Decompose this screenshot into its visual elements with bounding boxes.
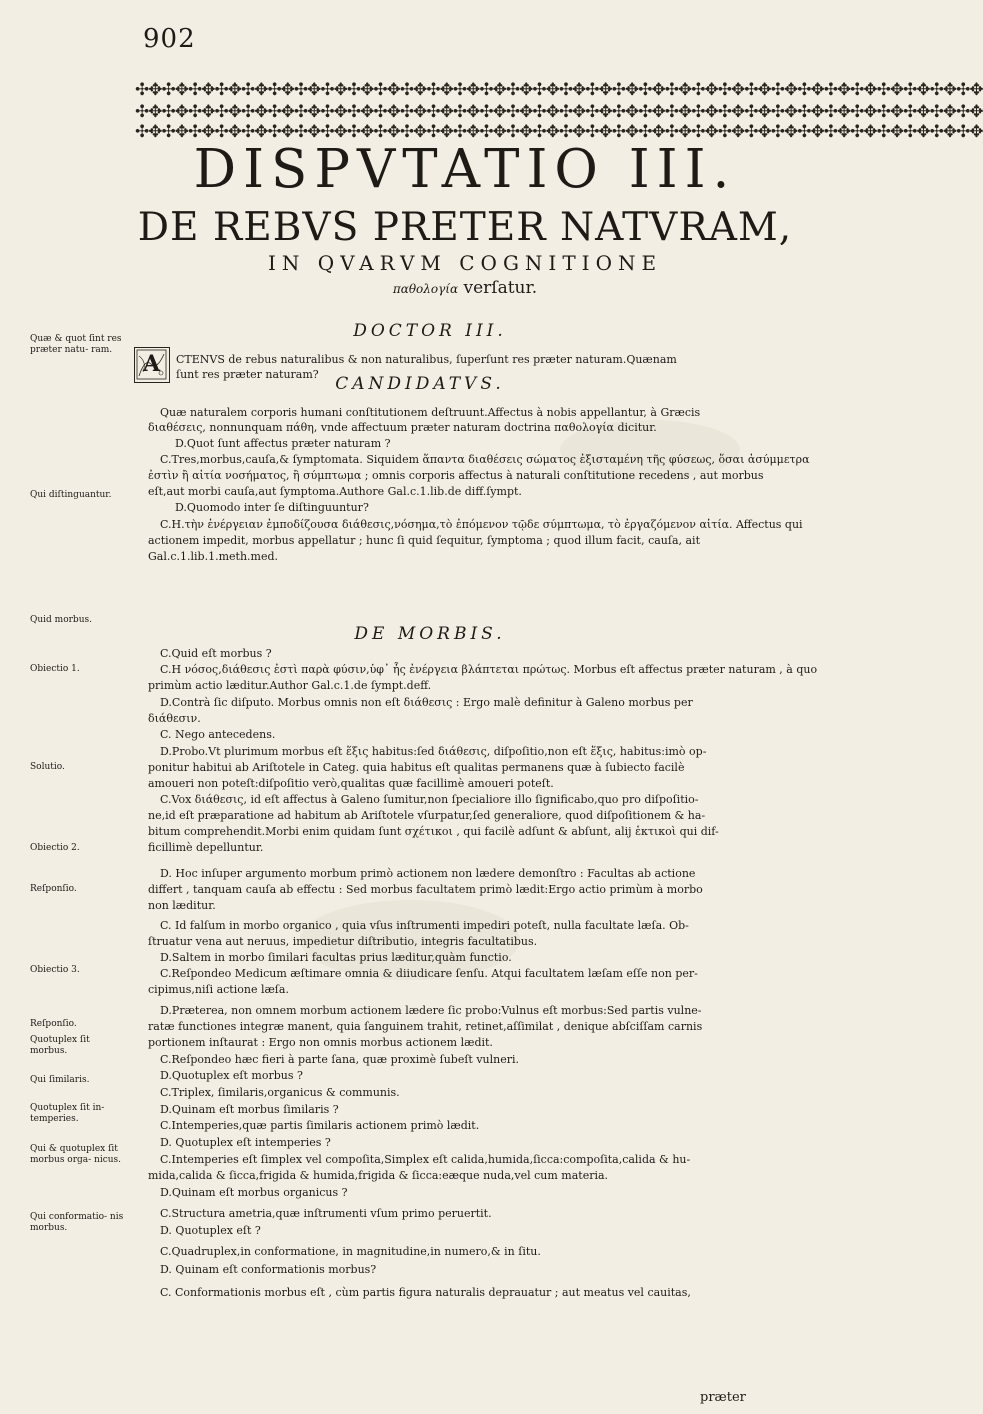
margin-note: Qui & quotuplex ſit morbus orga- nicus.: [30, 1144, 122, 1165]
text-line: D.Quomodo inter ſe diſtinguuntur?: [175, 501, 369, 514]
margin-note: Obiectio 2.: [30, 843, 80, 853]
text-line: ratӕ functiones integrӕ manent, quia ſanguinem trahit, retinet,aſſimilat , denique abſciſſam carnis: [148, 1020, 703, 1033]
text-line: differt , tanquam cauſa ab effectu : Sed morbus facultatem primò lӕdit:Ergo actio primùm à morbo: [148, 883, 703, 896]
text-line: D.Saltem in morbo ſimilari facultas prius lӕditur,quàm functio.: [160, 951, 512, 964]
text-line: Quӕ naturalem corporis humani conſtitutionem deſtruunt.Affectus à nobis appellantur, à Grӕcis: [160, 406, 701, 419]
text-line: D. Hoc inſuper argumento morbum primò actionem non lӕdere demonſtro : Facultas ab actione: [160, 867, 696, 880]
text-line: ſunt res prӕter naturam?: [176, 368, 319, 381]
text-line: ſtruatur vena aut neruus, impedietur diſtributio, integris facultatibus.: [148, 935, 538, 948]
text-line: Gal.c.1.lib.1.meth.med.: [148, 550, 279, 563]
text-line: mida,calida & ſicca,frigida & humida,frigida & ſicca:eӕque nuda,vel cum materia.: [148, 1169, 609, 1182]
margin-note: Quotuplex ſit in- temperies.: [30, 1103, 105, 1124]
margin-note: Reſponſio.: [30, 1019, 77, 1029]
text-line: C.Quadruplex,in conformatione, in magnitudine,in numero,& in ſitu.: [160, 1245, 541, 1258]
text-line: amoueri non poteſt:diſpoſitio verò,qualitas quӕ facillimè amoueri poteſt.: [148, 777, 554, 790]
text-line: D.Quinam eſt morbus organicus ?: [160, 1186, 348, 1199]
page-number: 902: [143, 24, 196, 54]
text-line: portionem inſtaurat : Ergo non omnis morbus actionem lӕdit.: [148, 1036, 493, 1049]
disputation-subtitle-line2: IN QVARVM COGNITIONE: [267, 251, 663, 275]
ornament-band: ✣✥✣✥✣✥✣✥✣✥✣✥✣✥✣✥✣✥✣✥✣✥✣✥✣✥✣✥✣✥✣✥✣✥✣✥✣✥✣✥✣✥✣✥✣✥✣✥✣✥✣✥✣✥✣✥✣✥✣✥✣✥✣✥: [135, 80, 983, 100]
ornament-band: ✣✥✣✥✣✥✣✥✣✥✣✥✣✥✣✥✣✥✣✥✣✥✣✥✣✥✣✥✣✥✣✥✣✥✣✥✣✥✣✥✣✥✣✥✣✥✣✥✣✥✣✥✣✥✣✥✣✥✣✥✣✥✣✥: [135, 102, 983, 122]
text-line: C.Reſpondeo hӕc fieri à parte ſana, quӕ proximè ſubeſt vulneri.: [160, 1053, 520, 1066]
text-line: ne,id eſt prӕparatione ad habitum ab Ariſtotele vſurpatur,ſed generaliore, quod diſpoſitionem & ha-: [148, 809, 706, 822]
margin-note: Obiectio 1.: [30, 664, 80, 674]
drop-cap-letter: A: [142, 351, 161, 377]
text-line: C.Reſpondeo Medicum ӕſtimare omnia & diiudicare ſenſu. Atqui facultatem lӕſam eſſe non per-: [160, 967, 698, 980]
catchword: prӕter: [700, 1390, 746, 1405]
text-line: C.Structura ametria,quӕ inſtrumenti vſum primo peruertit.: [160, 1207, 492, 1220]
text-line: C. Id falſum in morbo organico , quia vſus inſtrumenti impediri poteſt, nulla facultate lӕſa. Ob-: [160, 919, 689, 932]
margin-note: Qui diſtinguantur.: [30, 490, 112, 500]
margin-note: Reſponſio.: [30, 884, 77, 894]
text-line: D.Quot ſunt affectus prӕter naturam ?: [175, 437, 391, 450]
text-line: bitum comprehendit.Morbi enim quidam ſunt σχέτικοι , qui facilè adſunt & abſunt, alij ἑκτικοὶ qui dif-: [148, 825, 719, 838]
text-line: actionem impedit, morbus appellatur ; hunc ſi quid ſequitur, ſymptoma ; quod illum facit, cauſa, ait: [148, 534, 700, 547]
text-line: C.H νόσος,διάθεσις ἐστὶ παρὰ φύσιν,ὑφ᾽ ἧς ἐνέργεια βλάπτεται πρώτως. Morbus eſt affectus prӕter naturam , à quo: [160, 663, 818, 676]
text-line: D.Prӕterea, non omnem morbum actionem lӕdere ſic probo:Vulnus eſt morbus:Sed partis vulne-: [160, 1004, 702, 1017]
disputation-subtitle: DE REBVS PRETER NATVRAM,: [137, 205, 793, 250]
latin-term: verſatur.: [463, 278, 538, 298]
disputation-title: DISPVTATIO III.: [193, 139, 737, 200]
text-line: διάθεσιν.: [148, 712, 201, 725]
text-line: C.Intemperies,quӕ partis ſimilaris actionem primò lӕdit.: [160, 1119, 480, 1132]
text-line: C. Conformationis morbus eſt , cùm partis figura naturalis deprauatur ; aut meatus vel cauitas,: [160, 1286, 691, 1299]
text-line: D. Quotuplex eſt intemperies ?: [160, 1136, 331, 1149]
disputation-subtitle-line3: [130, 277, 800, 300]
margin-note: Qui ſimilaris.: [30, 1075, 90, 1085]
text-line: cipimus,niſi actione lӕſa.: [148, 983, 289, 996]
text-line: D.Quinam eſt morbus ſimilaris ?: [160, 1103, 339, 1116]
text-line: C.Intemperies eſt ſimplex vel compoſita,Simplex eſt calida,humida,ſicca:compoſita,calida & hu-: [160, 1153, 691, 1166]
margin-note: Obiectio 3.: [30, 965, 80, 975]
text-line: C.H.τὴν ἐνέργειαν ἐμποδίζουσα διάθεσις,νόσημα,τὸ ἐπόμενον τῷδε σύμπτωμα, τὸ ἐργαζόμενον αἰτία. Affectus qui: [160, 518, 803, 531]
margin-note: Qui conformatio- nis morbus.: [30, 1212, 124, 1233]
text-line: ficillimè depelluntur.: [148, 841, 264, 854]
text-line: C.Tres,morbus,cauſa,& ſymptomata. Siquidem ἅπαντα διαθέσεις σώματος ἐξισταμένη τῆς φύσεως, ὅσαι ἀσύμμετρα: [160, 453, 810, 466]
text-line: διαθέσεις, nonnunquam πάθη, vnde affectuum prӕter naturam doctrina παθολογία dicitur.: [148, 421, 657, 434]
text-line: C. Nego antecedens.: [160, 728, 276, 741]
text-line: eſt,aut morbi cauſa,aut ſymptoma.Authore Gal.c.1.lib.de diff.ſympt.: [148, 485, 522, 498]
text-line: D. Quotuplex eſt ?: [160, 1224, 261, 1237]
text-line: C.Quid eſt morbus ?: [160, 647, 272, 660]
margin-note: Solutio.: [30, 762, 65, 772]
margin-note: Quӕ & quot ſint res prӕter natu- ram.: [30, 334, 122, 355]
text-line: CTENVS de rebus naturalibus & non naturalibus, ſuperſunt res prӕter naturam.Quӕnam: [176, 353, 677, 366]
text-line: non lӕditur.: [148, 899, 216, 912]
text-line: D.Contrà ſic diſputo. Morbus omnis non eſt διάθεσις : Ergo malè definitur à Galeno morbus per: [160, 696, 693, 709]
doctor-heading: DOCTOR III.: [353, 321, 507, 341]
ornament-band: ✣✥✣✥✣✥✣✥✣✥✣✥✣✥✣✥✣✥✣✥✣✥✣✥✣✥✣✥✣✥✣✥✣✥✣✥✣✥✣✥✣✥✣✥✣✥✣✥✣✥✣✥✣✥✣✥✣✥✣✥✣✥✣✥: [135, 122, 983, 142]
greek-term: παθολογία: [392, 282, 459, 296]
text-line: D.Quotuplex eſt morbus ?: [160, 1069, 303, 1082]
candidatus-heading: CANDIDATVS.: [335, 374, 505, 394]
margin-note: Quotuplex ſit morbus.: [30, 1035, 90, 1056]
text-line: C.Vox διάθεσις, id eſt affectus à Galeno ſumitur,non ſpecialiore illo ſignificabo,quo pro diſpoſitio-: [160, 793, 699, 806]
margin-note: Quid morbus.: [30, 615, 92, 625]
text-line: C.Triplex, ſimilaris,organicus & communis.: [160, 1086, 400, 1099]
text-line: primùm actio lӕditur.Author Gal.c.1.de ſympt.deff.: [148, 679, 432, 692]
text-line: ponitur habitui ab Ariſtotele in Categ. quia habitus eſt qualitas permanens quӕ à ſubiecto facilè: [148, 761, 685, 774]
text-line: D. Quinam eſt conformationis morbus?: [160, 1263, 377, 1276]
text-line: ἐστὶν ἢ αἰτία νοσήματος, ἢ σύμπτωμα ; omnis corporis affectus à naturali conſtitutione recedens , aut morbus: [148, 469, 764, 482]
de-morbis-heading: DE MORBIS.: [354, 624, 506, 644]
text-line: D.Probo.Vt plurimum morbus eſt ἕξις habitus:ſed διάθεσις, diſpoſitio,non eſt ἕξις, habitus:imò op-: [160, 745, 707, 758]
